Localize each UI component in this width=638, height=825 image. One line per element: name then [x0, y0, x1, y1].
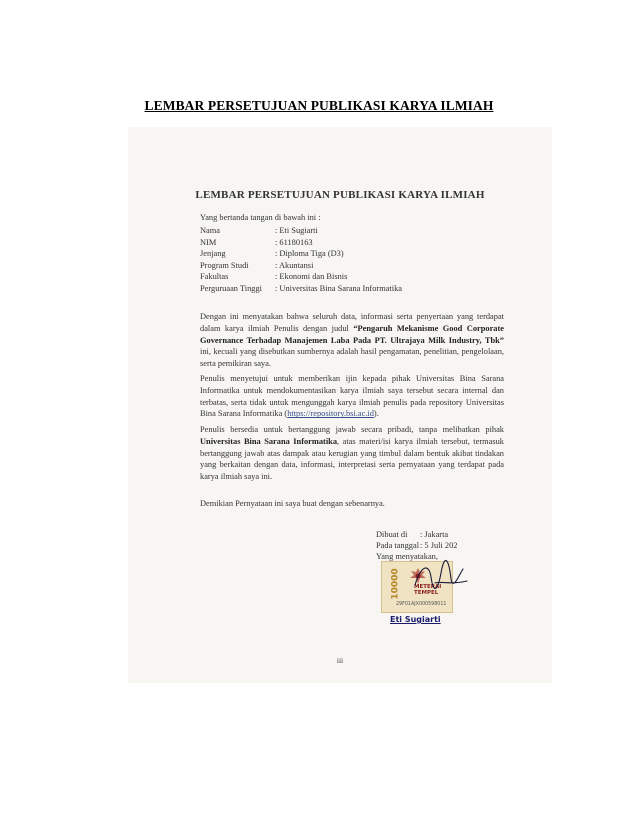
- paragraph-text: ).: [373, 409, 379, 419]
- stamp-value: 10000: [390, 568, 401, 600]
- handwritten-signature: [411, 555, 471, 599]
- stamp-label-line: TEMPEL: [414, 590, 439, 596]
- field-value: : 61180163: [275, 237, 313, 249]
- field-value: : Diploma Tiga (D3): [275, 248, 344, 260]
- repository-link[interactable]: https://repository.bsi.ac.id: [287, 409, 374, 419]
- field-label: Perguruaan Tinggi: [200, 283, 262, 293]
- intro-text: Yang bertanda tangan di bawah ini :: [200, 213, 321, 222]
- signer-name: Eti Sugiarti: [390, 615, 441, 624]
- date-row: [376, 540, 457, 551]
- scanned-document: [128, 127, 552, 683]
- field-row-level: [200, 248, 402, 260]
- paragraph-text: , atas materi/isi karya ilmiah tersebut, termasuk bertanggung jawab atas dampak atau kerugian yang timbul dalam bentuk akibat tindakan yang berkaitan dengan data, informasi, interpretasi serta pernyataan yang terdapat pada karya ilmiah saya ini.: [200, 436, 504, 482]
- place-row: [376, 529, 457, 540]
- closing-text: Yang menyatakan,: [376, 552, 438, 561]
- field-label: Program Studi: [200, 260, 249, 270]
- permission-paragraph: [200, 373, 504, 420]
- university-name: Universitas Bina Sarana Informatika: [200, 436, 338, 446]
- place-value: : Jakarta: [420, 529, 448, 540]
- date-label: Pada tanggal: [376, 541, 420, 550]
- stamp-label-line: METERAI: [414, 584, 442, 590]
- field-label: NIM: [200, 237, 217, 247]
- field-row-name: [200, 225, 402, 237]
- place-label: Dibuat di: [376, 530, 408, 539]
- date-value: : 5 Juli 202: [420, 540, 457, 551]
- page-title: LEMBAR PERSETUJUAN PUBLIKASI KARYA ILMIAH: [144, 98, 494, 113]
- document-title: LEMBAR PERSETUJUAN PUBLIKASI KARYA ILMIAH: [195, 189, 485, 201]
- paragraph-text: Penulis bersedia untuk bertanggung jawab secara pribadi, tanpa melibatkan pihak: [200, 425, 504, 434]
- statement-paragraph: [200, 311, 504, 370]
- paragraph-text: Dengan ini menyatakan bahwa seluruh data, informasi serta penyertaan yang terdapat dalam karya ilmiah Penulis dengan judul: [200, 312, 504, 333]
- field-row-university: [200, 283, 402, 295]
- field-value: : Ekonomi dan Bisnis: [275, 271, 347, 283]
- closing-paragraph: Demikian Pernyataan ini saya buat dengan sebenarnya.: [200, 499, 385, 508]
- field-row-program: [200, 260, 402, 272]
- stamp-serial: 29F01AJX000598011: [396, 602, 447, 607]
- field-value: : Universitas Bina Sarana Informatika: [275, 283, 402, 295]
- field-row-nim: [200, 237, 402, 249]
- thesis-title: “Pengaruh Mekanisme Good Corporate Governance Terhadap Manajemen Laba Pada PT. Ultrajaya Milk Industry, Tbk”: [200, 323, 504, 345]
- page-number: iii: [336, 656, 344, 665]
- field-label: Nama: [200, 226, 220, 235]
- responsibility-paragraph: [200, 424, 504, 483]
- field-value: : Eti Sugiarti: [275, 225, 318, 237]
- field-row-faculty: [200, 271, 402, 283]
- paragraph-text: ini, kecuali yang disebutkan sumbernya adalah hasil pengamatan, penelitian, pengelolaan, serta pemikiran saya.: [200, 347, 504, 369]
- identity-fields: [200, 225, 402, 295]
- field-label: Fakultas: [200, 272, 229, 282]
- paragraph-text: Penulis menyetujui untuk memberikan ijin kepada pihak Universitas Bina Sarana Informatika untuk mendokumentasikan karya ilmiah saya tersebut secara internal dan terbatas, serta tidak untuk mengunggah karya ilmiah penulis pada repository Universitas Bina Sarana Informatika (: [200, 374, 504, 419]
- field-label: Jenjang: [200, 249, 226, 259]
- field-value: : Akuntansi: [275, 260, 313, 272]
